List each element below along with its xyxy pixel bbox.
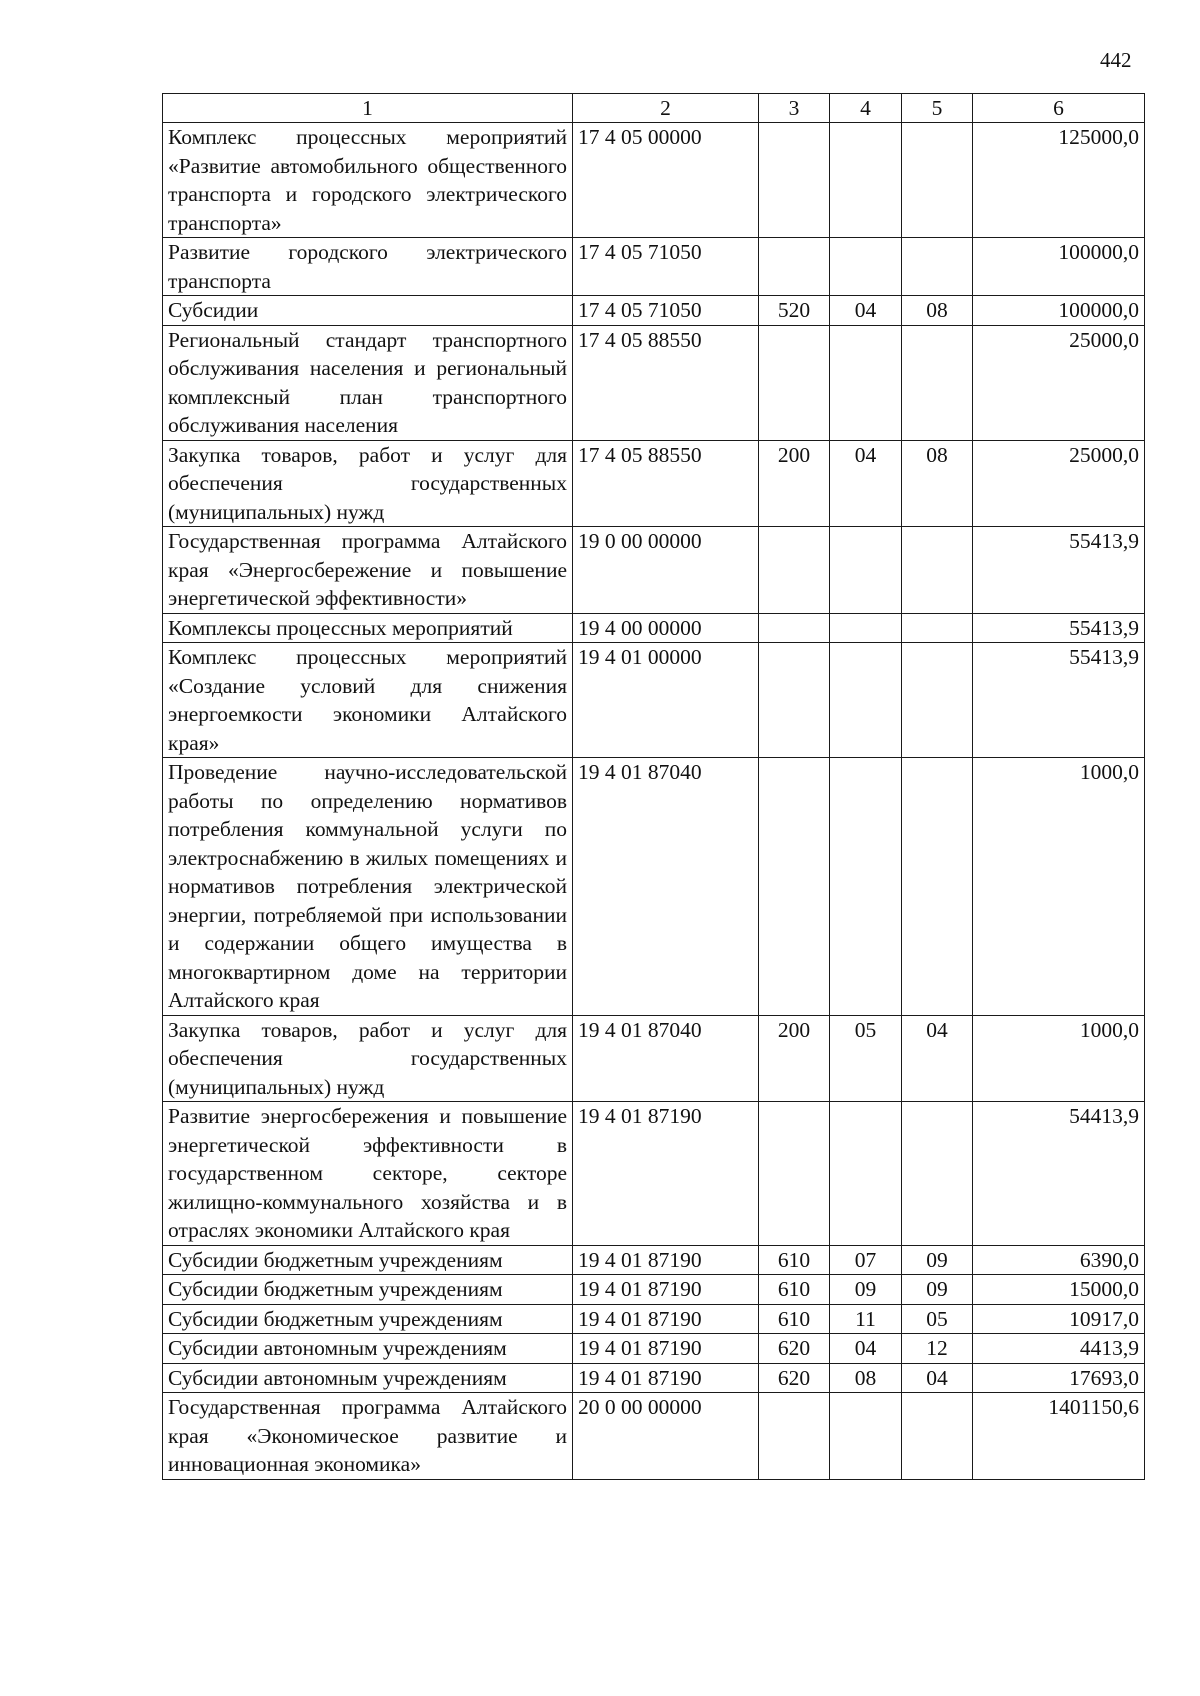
row-col3-cell <box>759 643 830 758</box>
row-col4-cell <box>830 123 902 238</box>
row-col5-cell <box>902 643 973 758</box>
row-amount-cell: 25000,0 <box>973 440 1145 527</box>
table-row <box>163 123 1145 238</box>
row-amount-cell: 55413,9 <box>973 613 1145 643</box>
table-row <box>163 758 1145 1016</box>
column-header-6: 6 <box>973 94 1145 123</box>
row-col3-cell <box>759 527 830 614</box>
row-col5-cell <box>902 527 973 614</box>
row-code-cell: 20 0 00 00000 <box>573 1393 759 1480</box>
row-col5-cell: 12 <box>902 1334 973 1364</box>
row-col4-cell <box>830 527 902 614</box>
row-col4-cell <box>830 613 902 643</box>
table-row <box>163 296 1145 326</box>
table-row <box>163 1015 1145 1102</box>
row-col4-cell: 07 <box>830 1245 902 1275</box>
row-col5-cell <box>902 123 973 238</box>
row-col3-cell: 620 <box>759 1334 830 1364</box>
table-row <box>163 440 1145 527</box>
table-row <box>163 1304 1145 1334</box>
row-col4-cell <box>830 325 902 440</box>
table-row <box>163 1393 1145 1480</box>
row-col4-cell <box>830 643 902 758</box>
row-col3-cell: 200 <box>759 1015 830 1102</box>
row-col3-cell <box>759 123 830 238</box>
row-code-cell: 19 4 01 87190 <box>573 1102 759 1246</box>
row-code-cell: 19 0 00 00000 <box>573 527 759 614</box>
column-header-2: 2 <box>573 94 759 123</box>
column-header-5: 5 <box>902 94 973 123</box>
row-name-cell: Комплексы процессных мероприятий <box>163 613 573 643</box>
row-col5-cell <box>902 325 973 440</box>
row-code-cell: 17 4 05 00000 <box>573 123 759 238</box>
row-amount-cell: 17693,0 <box>973 1363 1145 1393</box>
row-name-cell: Субсидии <box>163 296 573 326</box>
row-name-cell: Субсидии автономным учреждениям <box>163 1363 573 1393</box>
row-col3-cell <box>759 1102 830 1246</box>
row-col3-cell: 200 <box>759 440 830 527</box>
row-code-cell: 19 4 01 87190 <box>573 1304 759 1334</box>
header-row <box>163 94 1145 123</box>
row-name-cell: Развитие энергосбережения и повышение энергетической эффективности в государственном секторе, секторе жилищно-коммунального хозяйства и в отраслях экономики Алтайского края <box>163 1102 573 1246</box>
row-col4-cell: 04 <box>830 440 902 527</box>
row-col4-cell <box>830 1102 902 1246</box>
table-row <box>163 1102 1145 1246</box>
row-col3-cell <box>759 613 830 643</box>
budget-table <box>162 93 1145 1480</box>
row-amount-cell: 6390,0 <box>973 1245 1145 1275</box>
row-code-cell: 17 4 05 71050 <box>573 296 759 326</box>
row-col3-cell: 520 <box>759 296 830 326</box>
table-row <box>163 1245 1145 1275</box>
table-row <box>163 613 1145 643</box>
row-name-cell: Субсидии бюджетным учреждениям <box>163 1275 573 1305</box>
table-row <box>163 1275 1145 1305</box>
row-col4-cell: 09 <box>830 1275 902 1305</box>
row-col4-cell: 08 <box>830 1363 902 1393</box>
row-col4-cell <box>830 1393 902 1480</box>
row-code-cell: 19 4 01 87040 <box>573 758 759 1016</box>
row-col5-cell: 04 <box>902 1015 973 1102</box>
row-col4-cell: 04 <box>830 296 902 326</box>
row-name-cell: Развитие городского электрического транспорта <box>163 238 573 296</box>
row-amount-cell: 55413,9 <box>973 643 1145 758</box>
row-code-cell: 19 4 01 87190 <box>573 1334 759 1364</box>
row-col3-cell <box>759 325 830 440</box>
row-amount-cell: 1000,0 <box>973 758 1145 1016</box>
row-col5-cell: 08 <box>902 440 973 527</box>
row-amount-cell: 4413,9 <box>973 1334 1145 1364</box>
row-name-cell: Региональный стандарт транспортного обслуживания населения и региональный комплексный план транспортного обслуживания населения <box>163 325 573 440</box>
row-amount-cell: 25000,0 <box>973 325 1145 440</box>
row-code-cell: 19 4 01 87040 <box>573 1015 759 1102</box>
table-header <box>163 94 1145 123</box>
table-row <box>163 527 1145 614</box>
row-col5-cell: 04 <box>902 1363 973 1393</box>
row-col4-cell: 05 <box>830 1015 902 1102</box>
row-code-cell: 17 4 05 88550 <box>573 325 759 440</box>
row-col3-cell: 610 <box>759 1275 830 1305</box>
row-amount-cell: 55413,9 <box>973 527 1145 614</box>
page-number: 442 <box>1100 48 1132 72</box>
row-code-cell: 17 4 05 71050 <box>573 238 759 296</box>
row-col5-cell: 05 <box>902 1304 973 1334</box>
row-col4-cell <box>830 238 902 296</box>
row-col4-cell: 04 <box>830 1334 902 1364</box>
row-col3-cell: 610 <box>759 1304 830 1334</box>
table-row <box>163 325 1145 440</box>
row-col5-cell: 09 <box>902 1245 973 1275</box>
row-name-cell: Субсидии бюджетным учреждениям <box>163 1245 573 1275</box>
row-code-cell: 19 4 01 00000 <box>573 643 759 758</box>
row-col5-cell: 09 <box>902 1275 973 1305</box>
table-body <box>163 123 1145 1480</box>
row-name-cell: Государственная программа Алтайского края «Энергосбережение и повышение энергетической эффективности» <box>163 527 573 614</box>
row-name-cell: Субсидии автономным учреждениям <box>163 1334 573 1364</box>
column-header-3: 3 <box>759 94 830 123</box>
row-code-cell: 19 4 01 87190 <box>573 1275 759 1305</box>
column-header-1: 1 <box>163 94 573 123</box>
row-amount-cell: 100000,0 <box>973 238 1145 296</box>
row-code-cell: 19 4 01 87190 <box>573 1363 759 1393</box>
table-row <box>163 1363 1145 1393</box>
row-name-cell: Государственная программа Алтайского края «Экономическое развитие и инновационная экономика» <box>163 1393 573 1480</box>
row-name-cell: Субсидии бюджетным учреждениям <box>163 1304 573 1334</box>
column-header-4: 4 <box>830 94 902 123</box>
row-name-cell: Закупка товаров, работ и услуг для обеспечения государственных (муниципальных) нужд <box>163 1015 573 1102</box>
row-col5-cell <box>902 238 973 296</box>
row-code-cell: 17 4 05 88550 <box>573 440 759 527</box>
row-amount-cell: 54413,9 <box>973 1102 1145 1246</box>
row-col5-cell: 08 <box>902 296 973 326</box>
row-code-cell: 19 4 00 00000 <box>573 613 759 643</box>
row-amount-cell: 1000,0 <box>973 1015 1145 1102</box>
row-name-cell: Закупка товаров, работ и услуг для обеспечения государственных (муниципальных) нужд <box>163 440 573 527</box>
row-col3-cell: 620 <box>759 1363 830 1393</box>
row-amount-cell: 10917,0 <box>973 1304 1145 1334</box>
row-col3-cell <box>759 758 830 1016</box>
table-row <box>163 238 1145 296</box>
row-name-cell: Проведение научно-исследовательской работы по определению нормативов потребления коммунальной услуги по электроснабжению в жилых помещениях и нормативов потребления электрической энергии, потребляемой при использовании и содержании общего имущества в многоквартирном доме на территории Алтайского края <box>163 758 573 1016</box>
row-col5-cell <box>902 1102 973 1246</box>
row-amount-cell: 1401150,6 <box>973 1393 1145 1480</box>
row-col3-cell: 610 <box>759 1245 830 1275</box>
row-col3-cell <box>759 238 830 296</box>
row-amount-cell: 15000,0 <box>973 1275 1145 1305</box>
row-col4-cell: 11 <box>830 1304 902 1334</box>
row-col5-cell <box>902 758 973 1016</box>
row-col4-cell <box>830 758 902 1016</box>
row-name-cell: Комплекс процессных мероприятий «Создание условий для снижения энергоемкости экономики Алтайского края» <box>163 643 573 758</box>
row-code-cell: 19 4 01 87190 <box>573 1245 759 1275</box>
row-amount-cell: 125000,0 <box>973 123 1145 238</box>
row-amount-cell: 100000,0 <box>973 296 1145 326</box>
row-col3-cell <box>759 1393 830 1480</box>
row-col5-cell <box>902 613 973 643</box>
row-name-cell: Комплекс процессных мероприятий «Развитие автомобильного общественного транспорта и городского электрического транспорта» <box>163 123 573 238</box>
table-row <box>163 1334 1145 1364</box>
table-row <box>163 643 1145 758</box>
row-col5-cell <box>902 1393 973 1480</box>
